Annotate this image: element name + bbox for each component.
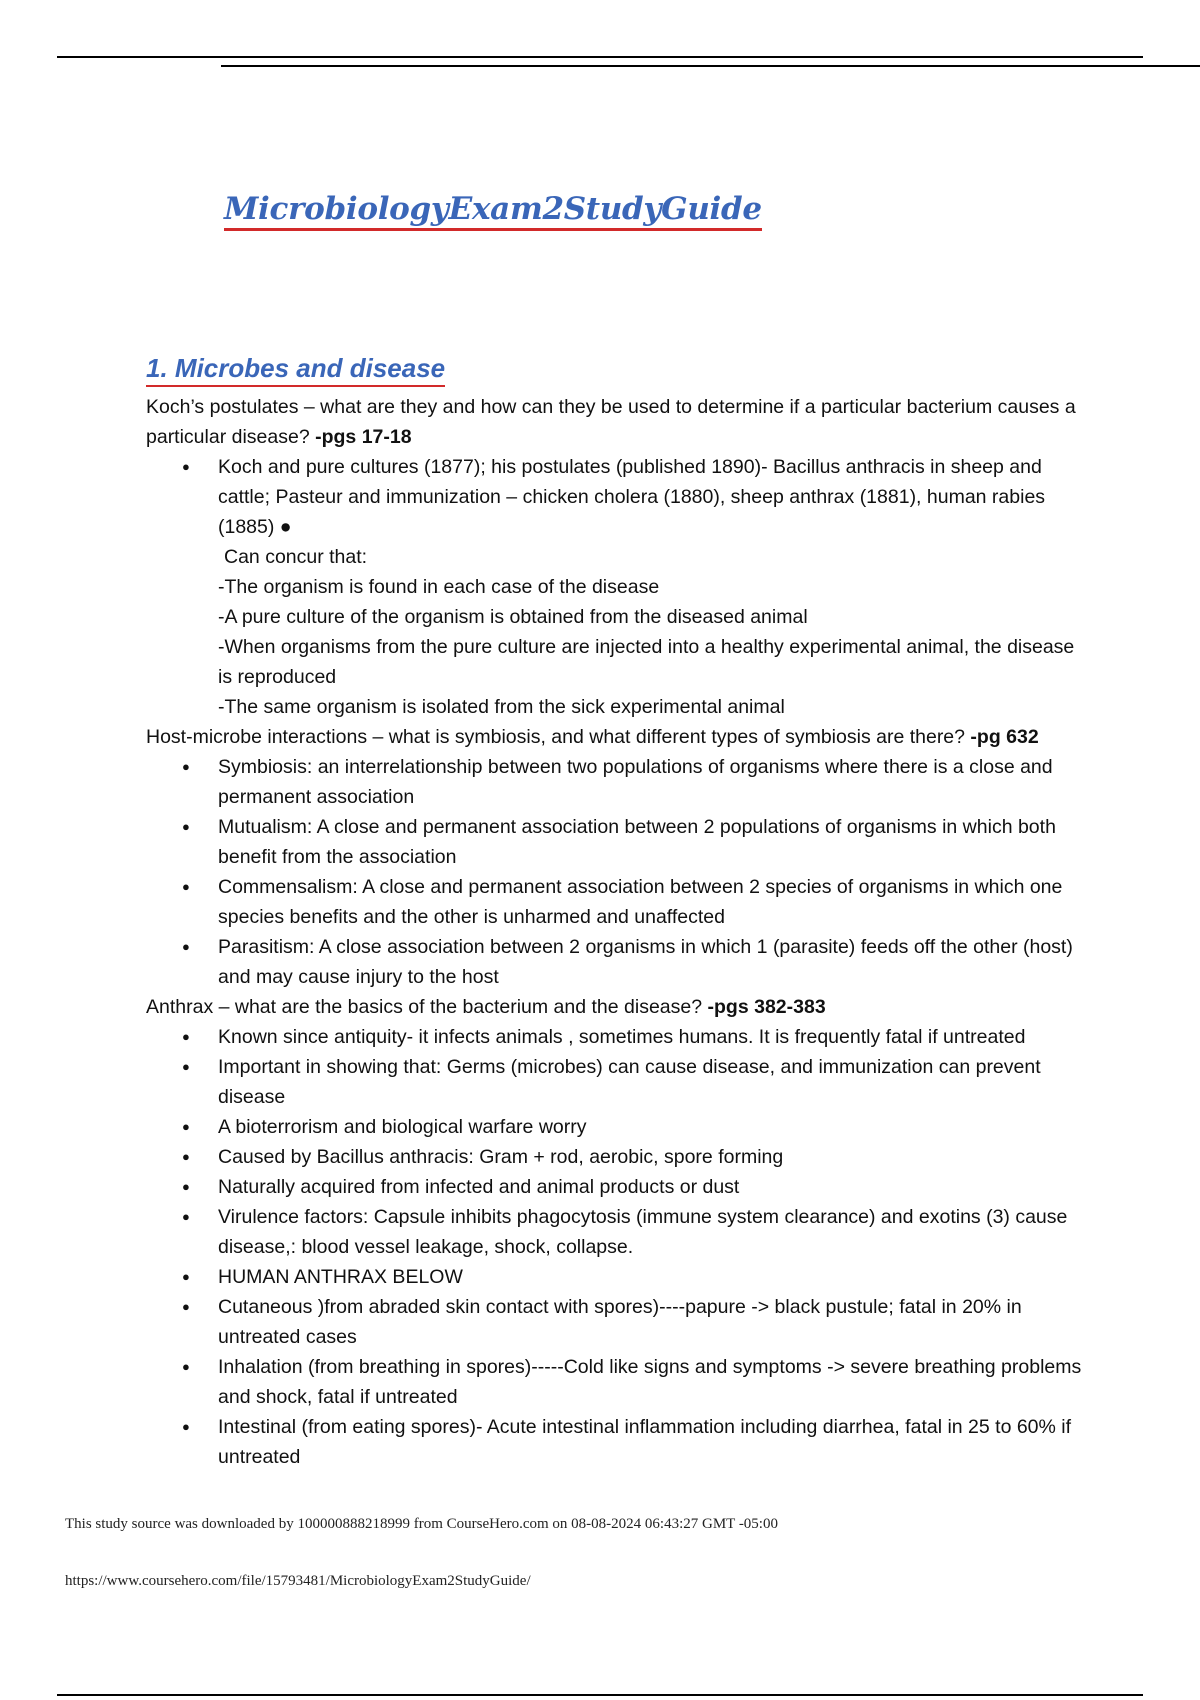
footer-rule xyxy=(57,1694,1143,1696)
list-item: ● Parasitism: A close association between 2 organisms in which 1 (parasite) feeds off the other (host) and may cause injury to the host xyxy=(146,932,1086,992)
list-item: ● Intestinal (from eating spores)- Acute intestinal inflammation including diarrhea, fatal in 25 to 60% if untreated xyxy=(146,1412,1086,1472)
question-text: Host-microbe interactions – what is symbiosis, and what different types of symbiosis are there? xyxy=(146,726,965,748)
list-item: ● Caused by Bacillus anthracis: Gram + rod, aerobic, spore forming xyxy=(146,1142,1086,1172)
sub-line: Can concur that: xyxy=(224,546,368,568)
list-item: ● A bioterrorism and biological warfare worry xyxy=(146,1112,1086,1142)
list-item: ● Mutualism: A close and permanent association between 2 populations of organisms in which both benefit from the association xyxy=(146,812,1086,872)
list-item: ● Cutaneous )from abraded skin contact with spores)----papure -> black pustule; fatal in 20% in untreated cases xyxy=(146,1292,1086,1352)
list-item: ● Commensalism: A close and permanent association between 2 species of organisms in which one species benefits and the other is unharmed and unaffected xyxy=(146,872,1086,932)
document-title: MicrobiologyExam2StudyGuide xyxy=(224,190,762,231)
sub-line: -A pure culture of the organism is obtained from the diseased animal xyxy=(218,606,808,628)
bullet-list xyxy=(146,752,1086,992)
list-item: ● Inhalation (from breathing in spores)-----Cold like signs and symptoms -> severe breathing problems and shock, fatal if untreated xyxy=(146,1352,1086,1412)
header-rule-second xyxy=(221,65,1200,67)
question-anthrax xyxy=(146,992,1086,1022)
list-item: ● Important in showing that: Germs (microbes) can cause disease, and immunization can prevent disease xyxy=(146,1052,1086,1112)
page-reference: -pg 632 xyxy=(970,726,1039,748)
document-body xyxy=(146,352,1086,1472)
list-item: ● Koch and pure cultures (1877); his postulates (published 1890)- Bacillus anthracis in sheep and cattle; Pasteur and immunization – chicken cholera (1880), sheep anthrax (1881), human rabies (1885) ● xyxy=(146,452,1086,542)
list-item: ● Symbiosis: an interrelationship between two populations of organisms where there is a close and permanent association xyxy=(146,752,1086,812)
sub-line: -The same organism is isolated from the sick experimental animal xyxy=(218,696,785,718)
question-text: Anthrax – what are the basics of the bacterium and the disease? xyxy=(146,996,703,1018)
page-reference: -pgs 17-18 xyxy=(315,426,412,448)
list-item: ● Virulence factors: Capsule inhibits phagocytosis (immune system clearance) and exotins (3) cause disease,: blood vessel leakage, shock, collapse. xyxy=(146,1202,1086,1262)
list-item: ● Naturally acquired from infected and animal products or dust xyxy=(146,1172,1086,1202)
header-rule-top xyxy=(57,56,1143,58)
source-url[interactable]: https://www.coursehero.com/file/15793481/MicrobiologyExam2StudyGuide/ xyxy=(65,1573,531,1589)
section-heading: 1. Microbes and disease xyxy=(146,352,445,387)
bullet-list xyxy=(146,452,1086,542)
question-koch xyxy=(146,392,1086,452)
sub-line: -The organism is found in each case of the disease xyxy=(218,576,660,598)
bullet-list xyxy=(146,1022,1086,1472)
list-item: ● HUMAN ANTHRAX BELOW xyxy=(146,1262,1086,1292)
list-item: ● Known since antiquity- it infects animals , sometimes humans. It is frequently fatal if untreated xyxy=(146,1022,1086,1052)
question-symbiosis xyxy=(146,722,1086,752)
download-source-note: This study source was downloaded by 100000888218999 from CourseHero.com on 08-08-2024 06:43:27 GMT -05:00 xyxy=(65,1516,778,1532)
question-text: Koch’s postulates – what are they and how can they be used to determine if a particular bacterium causes a particular disease? xyxy=(146,396,1076,448)
page-reference: -pgs 382-383 xyxy=(707,996,826,1018)
sub-line: -When organisms from the pure culture are injected into a healthy experimental animal, the disease is reproduced xyxy=(218,636,1075,688)
